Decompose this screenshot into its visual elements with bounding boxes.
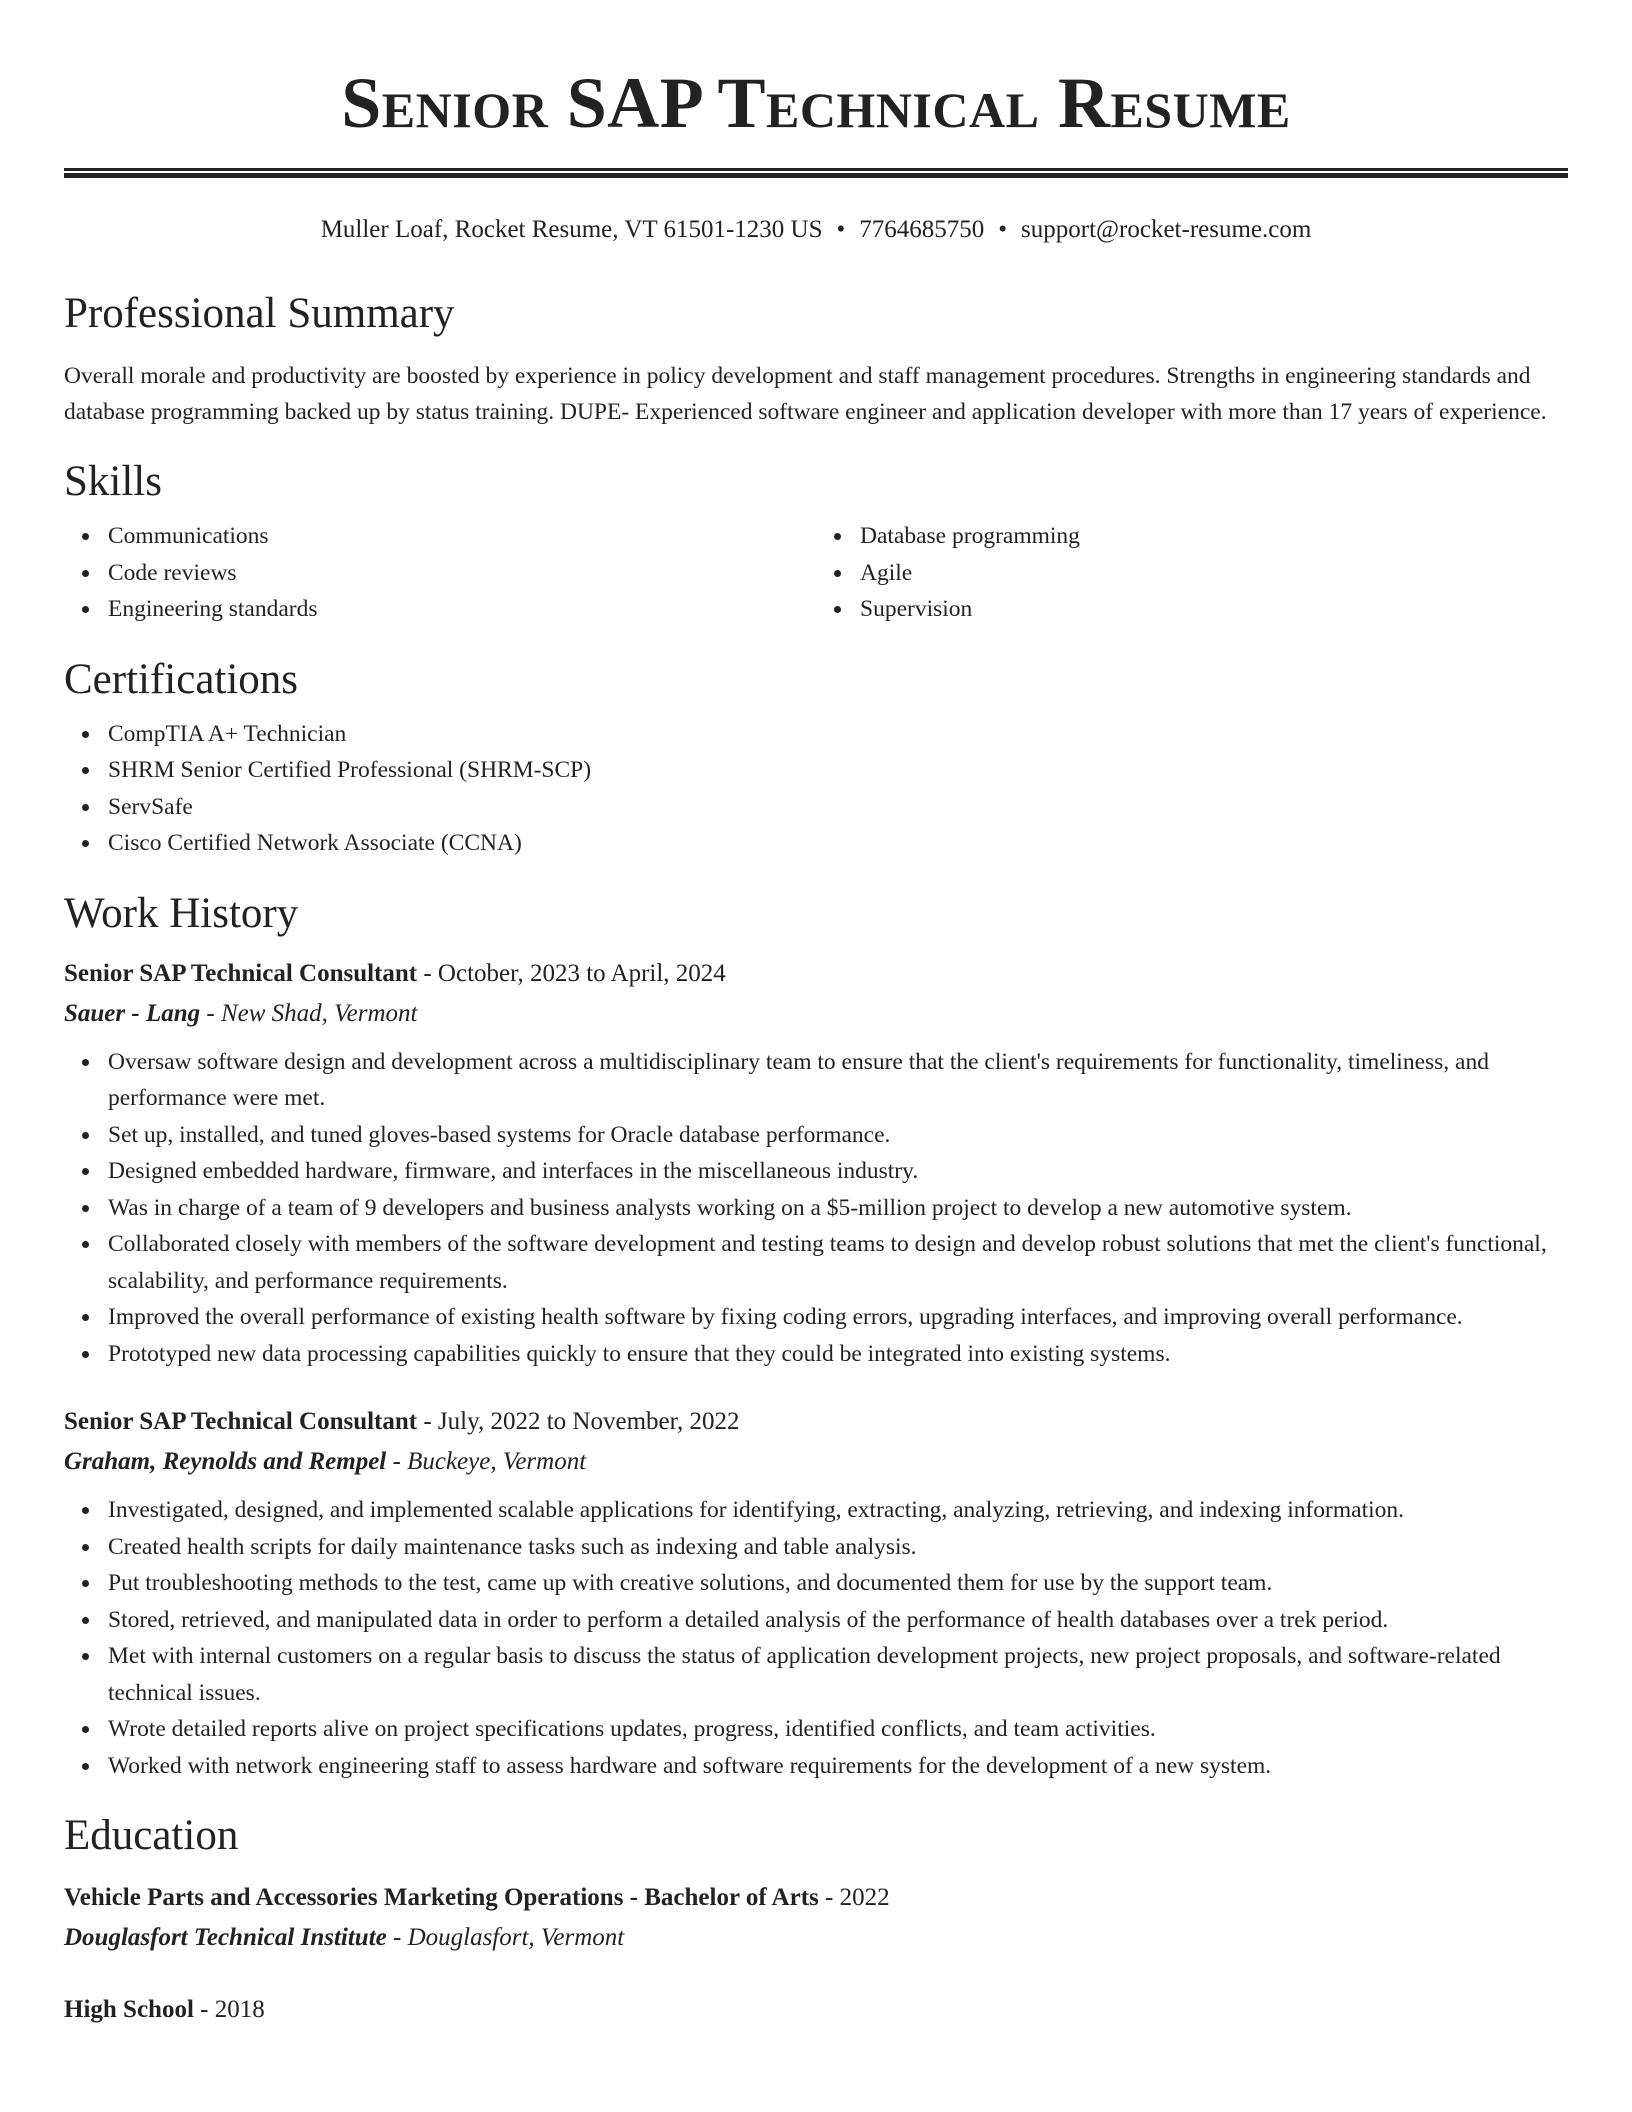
contact-phone: 7764685750 (859, 216, 985, 243)
job-bullet: Designed embedded hardware, firmware, and interfaces in the miscellaneous industry. (108, 1153, 1568, 1190)
job-bullet: Set up, installed, and tuned gloves-based systems for Oracle database performance. (108, 1117, 1568, 1154)
job-bullet: Collaborated closely with members of the software development and testing teams to design and develop robust solutions that met the client's functional, scalability, and performance requirements. (108, 1226, 1568, 1299)
contact-separator: • (998, 216, 1008, 243)
job-bullet: Created health scripts for daily maintenance tasks such as indexing and table analysis. (108, 1529, 1568, 1566)
summary-section (64, 288, 1568, 430)
contact-email: support@rocket-resume.com (1021, 216, 1312, 243)
job-bullet: Investigated, designed, and implemented scalable applications for identifying, extracting, analyzing, retrieving, and indexing information. (108, 1492, 1568, 1529)
job-bullet: Stored, retrieved, and manipulated data in order to perform a detailed analysis of the performance of health databases over a trek period. (108, 1602, 1568, 1639)
company-name: Sauer - Lang (64, 999, 201, 1027)
company-location: - Buckeye, Vermont (386, 1448, 587, 1475)
job-bullet: Worked with network engineering staff to assess hardware and software requirements for the development of a new system. (108, 1748, 1568, 1785)
degree: High School (64, 1996, 194, 2023)
graduation-year: - 2018 (193, 1996, 265, 2023)
certification-item: Cisco Certified Network Associate (CCNA) (108, 825, 1568, 862)
company-line (64, 1442, 1568, 1482)
job-title: Senior SAP Technical Consultant (64, 959, 418, 987)
job-bullet: Met with internal customers on a regular basis to discuss the status of application development projects, new project proposals, and software-related technical issues. (108, 1638, 1568, 1711)
education-entry (64, 1878, 1568, 1958)
skills-heading: Skills (64, 458, 162, 505)
job-bullet: Oversaw software design and development across a multidisciplinary team to ensure that the client's requirements for functionality, timeliness, and performance were met. (108, 1044, 1568, 1117)
education-section (64, 1810, 1568, 2030)
certifications-section (64, 654, 1568, 862)
skills-grid (64, 518, 1568, 628)
contact-address: Muller Loaf, Rocket Resume, VT 61501-1230 US (320, 216, 823, 243)
job-bullets (64, 1492, 1568, 1784)
job-bullet: Wrote detailed reports alive on project specifications updates, progress, identified conflicts, and team activities. (108, 1711, 1568, 1748)
work-history-heading: Work History (64, 889, 299, 937)
job-bullet: Put troubleshooting methods to the test, came up with creative solutions, and documented them for use by the support team. (108, 1565, 1568, 1602)
degree-line (64, 1878, 1568, 1918)
school-name: Douglasfort Technical Institute (64, 1924, 387, 1951)
graduation-year: - 2022 (818, 1884, 890, 1911)
job-title-line (64, 954, 1568, 994)
summary-text: Overall morale and productivity are boosted by experience in policy development and staff management procedures. Strengths in engineering standards and database programming backed up by status training. DUPE- Experienced software engineer and application developer with more than 17 years of experience. (64, 363, 1547, 425)
skill-item: Code reviews (108, 555, 816, 592)
certifications-heading: Certifications (64, 655, 299, 703)
school-location: - Douglasfort, Vermont (386, 1924, 625, 1951)
title-divider (64, 168, 1568, 178)
skills-section (64, 456, 1568, 628)
job-bullet: Was in charge of a team of 9 developers and business analysts working on a $5-million project to develop a new automotive system. (108, 1190, 1568, 1227)
contact-line (64, 214, 1568, 246)
certifications-list (64, 716, 1568, 862)
job-dates: - July, 2022 to November, 2022 (417, 1408, 740, 1435)
job-entry (64, 1402, 1568, 1784)
skills-column-right (816, 518, 1568, 628)
certification-item: ServSafe (108, 789, 1568, 826)
skill-item: Agile (860, 555, 1568, 592)
education-entry (64, 1990, 1568, 2030)
company-name: Graham, Reynolds and Rempel (64, 1448, 387, 1475)
job-bullets (64, 1044, 1568, 1373)
job-title-line (64, 1402, 1568, 1442)
company-line (64, 994, 1568, 1034)
skill-item: Communications (108, 518, 816, 555)
company-location: - New Shad, Vermont (200, 999, 418, 1027)
summary-heading: Professional Summary (64, 290, 455, 337)
job-bullet: Prototyped new data processing capabilities quickly to ensure that they could be integrated into existing systems. (108, 1336, 1568, 1373)
work-history-section (64, 888, 1568, 1785)
job-bullet: Improved the overall performance of existing health software by fixing coding errors, upgrading interfaces, and improving overall performance. (108, 1299, 1568, 1336)
certification-item: SHRM Senior Certified Professional (SHRM-SCP) (108, 752, 1568, 789)
certification-item: CompTIA A+ Technician (108, 716, 1568, 753)
job-title: Senior SAP Technical Consultant (64, 1408, 418, 1435)
school-line (64, 1918, 1568, 1958)
education-heading: Education (64, 1812, 239, 1859)
degree: Vehicle Parts and Accessories Marketing Operations - Bachelor of Arts (64, 1884, 819, 1911)
skill-item: Supervision (860, 591, 1568, 628)
job-dates: - October, 2023 to April, 2024 (417, 959, 726, 987)
job-entry (64, 954, 1568, 1373)
skills-column-left (64, 518, 816, 628)
degree-line (64, 1990, 1568, 2030)
skill-item: Database programming (860, 518, 1568, 555)
skill-item: Engineering standards (108, 591, 816, 628)
page-title: Senior SAP Technical Resume (341, 63, 1291, 143)
contact-separator: • (836, 216, 846, 243)
